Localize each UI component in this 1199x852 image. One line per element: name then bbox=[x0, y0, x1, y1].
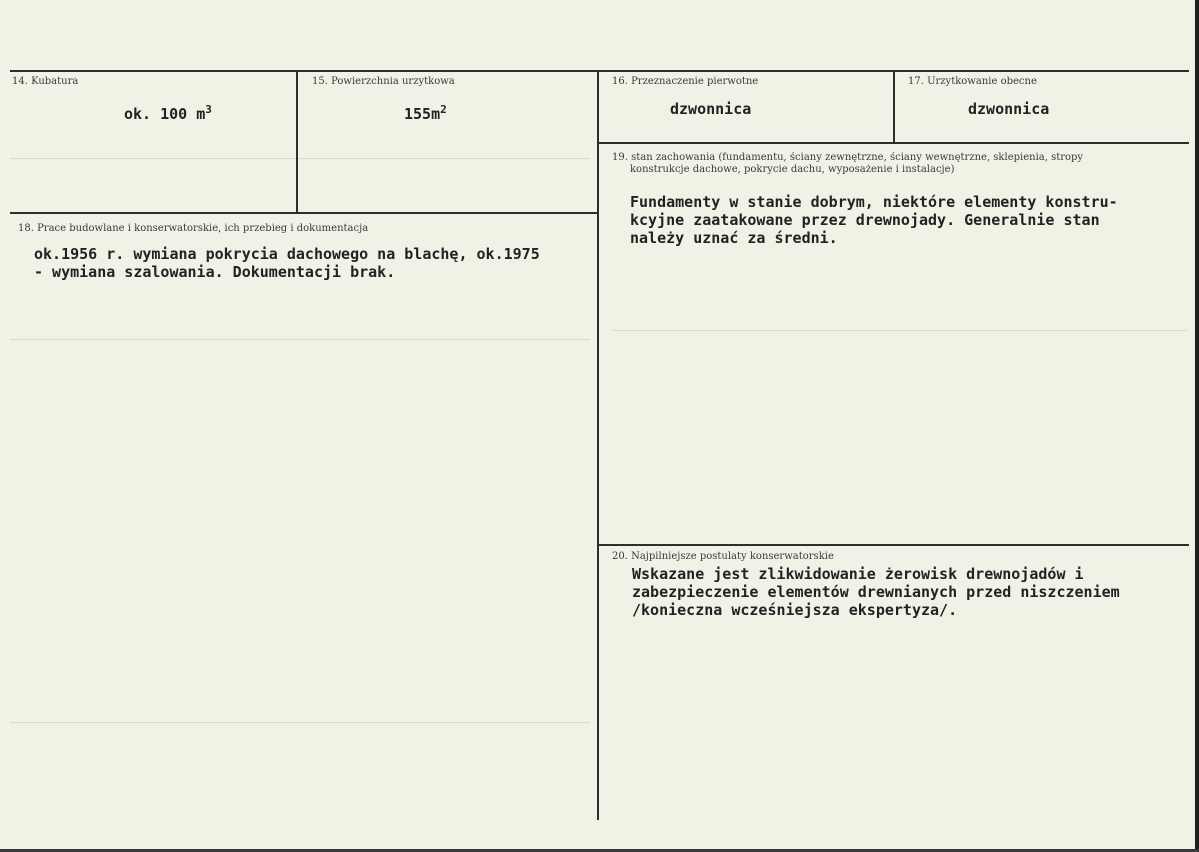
field-16-label: 16. Przeznaczenie pierwotne bbox=[612, 76, 759, 87]
rule-right-mid bbox=[598, 544, 1189, 546]
field-19-label-2: konstrukcje dachowe, pokrycie dachu, wyposażenie i instalacje) bbox=[630, 164, 955, 175]
divider-16-17 bbox=[893, 70, 895, 143]
field-19-label-1: 19. stan zachowania (fundamentu, ściany zewnętrzne, ściany wewnętrzne, sklepienia, stropy bbox=[612, 152, 1084, 163]
field-17-label: 17. Urzytkowanie obecne bbox=[908, 76, 1037, 87]
ghost-line bbox=[10, 158, 590, 159]
field-19-text bbox=[630, 193, 1118, 247]
field-19-line: kcyjne zaatakowane przez drewnojady. Generalnie stan bbox=[630, 211, 1100, 229]
field-14-value: ok. 100 $m^3$ bbox=[124, 103, 212, 123]
main-divider bbox=[597, 70, 599, 820]
divider-14-15 bbox=[296, 70, 298, 213]
field-20-line: zabezpieczenie elementów drewnianych przed niszczeniem bbox=[632, 583, 1120, 601]
field-20-label: 20. Najpilniejsze postulaty konserwatorskie bbox=[612, 551, 834, 562]
field-16-value: dzwonnica bbox=[670, 100, 752, 118]
field-14-label: 14. Kubatura bbox=[12, 76, 79, 87]
top-rule bbox=[10, 70, 1189, 72]
field-18-text bbox=[34, 245, 540, 281]
field-20-line: Wskazane jest zlikwidowanie żerowisk drewnojadów i bbox=[632, 565, 1084, 583]
card-edge-right bbox=[1195, 0, 1199, 852]
ghost-line bbox=[612, 330, 1187, 331]
field-17-value: dzwonnica bbox=[968, 100, 1050, 118]
field-20-line: /konieczna wcześniejsza ekspertyza/. bbox=[632, 601, 958, 619]
rule-left-mid bbox=[10, 212, 599, 214]
field-18-line: - wymiana szalowania. Dokumentacji brak. bbox=[34, 263, 396, 281]
ghost-line bbox=[10, 339, 590, 340]
field-18-line: ok.1956 r. wymiana pokrycia dachowego na blachę, ok.1975 bbox=[34, 245, 540, 263]
field-15-value: $155m^2$ bbox=[404, 103, 447, 123]
ghost-line bbox=[10, 722, 590, 723]
field-15-label: 15. Powierzchnia urzytkowa bbox=[312, 76, 455, 87]
field-18-label: 18. Prace budowlane i konserwatorskie, ich przebieg i dokumentacja bbox=[18, 223, 369, 234]
field-20-text bbox=[632, 565, 1120, 619]
field-19-line: należy uznać za średni. bbox=[630, 229, 838, 247]
field-19-line: Fundamenty w stanie dobrym, niektóre elementy konstru- bbox=[630, 193, 1118, 211]
